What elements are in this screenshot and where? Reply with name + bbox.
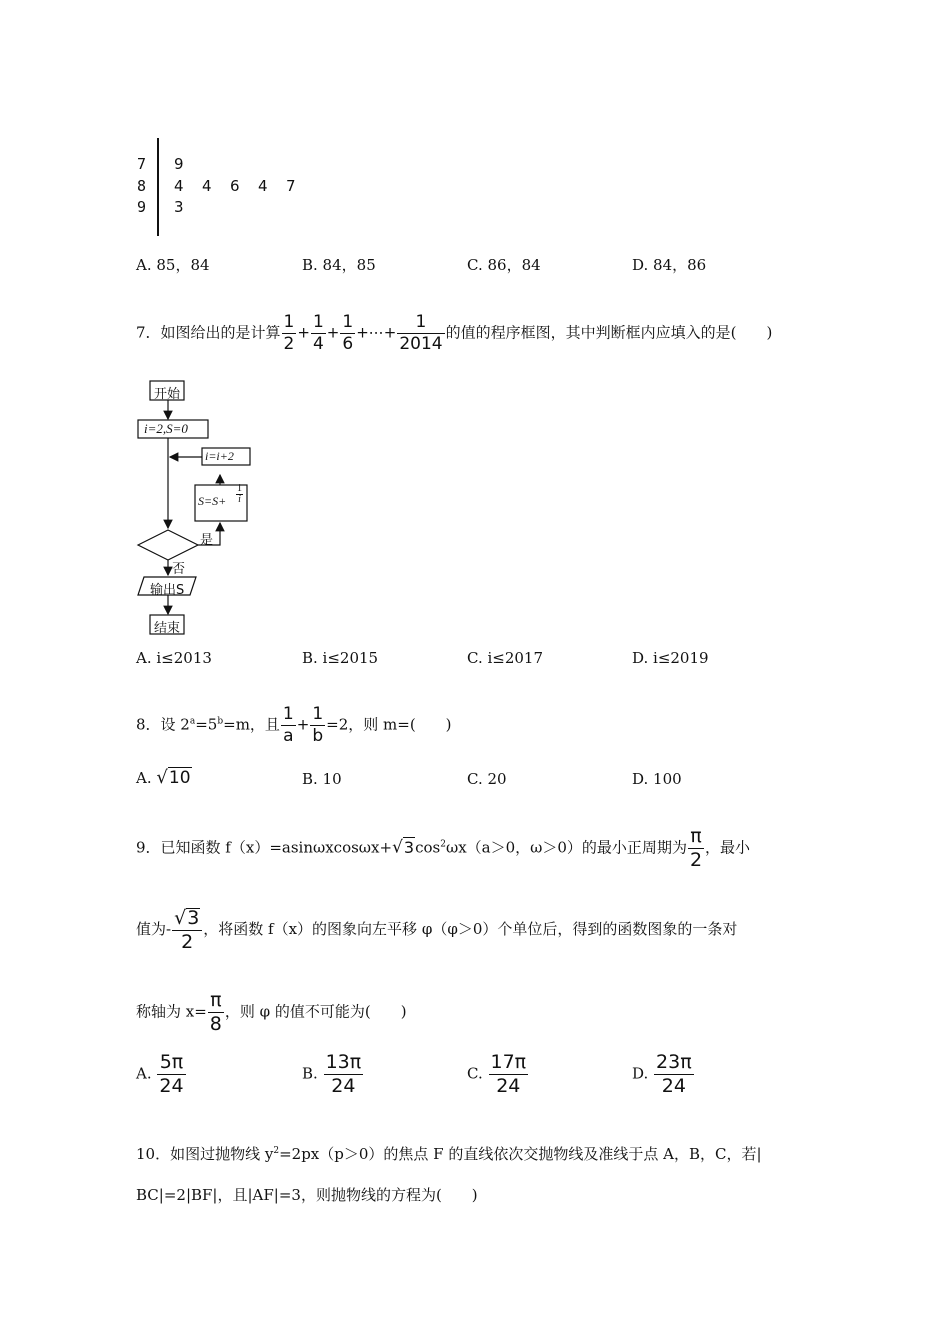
q7-option-d: D. i≤2019: [632, 649, 709, 667]
leaf: 9: [174, 155, 184, 173]
flow-end-label: 结束: [154, 621, 181, 636]
q6-option-c: C. 86，84: [467, 256, 541, 274]
sqrt-symbol: √: [174, 907, 187, 929]
q9-option-d: D. $\frac{23\pi}{24}$: [632, 1051, 692, 1097]
stem: 9: [137, 198, 147, 216]
stem-leaf-row: [137, 155, 146, 173]
stem-leaf-divider: [157, 138, 159, 236]
q6-option-d: D. 84，86: [632, 256, 707, 274]
q10-line-1: 10．如图过抛物线 $y^2=2px(p>0)$的焦点 F 的直线依次交抛物线及准线于点 A，B，C，若|: [136, 1145, 762, 1163]
stem: 8: [137, 177, 147, 195]
q9-line-3: 称轴为 x= $\frac{\pi}{8}$ ，则 φ 的值不可能为( ): [136, 989, 407, 1035]
q7-stem: 7．如图给出的是计算 $\frac{1}{2}$ + $\frac{1}{4}$ + $\frac{1}{6}$ +⋯+ $\frac{1}{2014}$ 的值的程序框图，其中判断框内应填入的是( ): [136, 312, 773, 354]
q8-stem: 8．设 $2^a=5^b=m$，且 $\frac{1}{a}$ + $\frac{1}{b}$ =2，则 m=( ): [136, 704, 452, 746]
flow-init-label: i=2,S=0: [144, 421, 188, 436]
fraction: $\frac{17\pi}{24}$: [490, 1051, 527, 1097]
fraction: $\frac{1}{4}$: [312, 312, 324, 354]
sqrt-symbol: √: [156, 767, 168, 788]
fraction: $\frac{1}{2}$: [283, 312, 295, 354]
fraction: $\frac{1}{a}$: [282, 704, 294, 746]
leaf: 4: [202, 177, 212, 195]
q8-option-b: B. 10: [302, 770, 342, 788]
fraction: $\frac{1}{b}$: [312, 704, 324, 746]
q9-option-a: A. $\frac{5\pi}{24}$: [136, 1051, 184, 1097]
leaf: 4: [174, 177, 184, 195]
fraction: $\frac{5\pi}{24}$: [159, 1051, 184, 1097]
fraction: $\frac{√3}{2}$: [172, 908, 202, 952]
q9-line-2: 值为- $\frac{√3}{2}$ ，将函数 f（x）的图象向左平移 φ（φ＞0）个单位后，得到的函数图象的一条对: [136, 907, 738, 953]
flow-update-s-fraction: 1 i: [237, 483, 242, 505]
q8-option-a: A. √10: [136, 767, 191, 788]
stem-leaf-row: [137, 177, 146, 195]
q8-option-c: C. 20: [467, 770, 507, 788]
flow-output-label: 输出S: [150, 583, 185, 598]
q9-option-c: C. $\frac{17\pi}{24}$: [467, 1051, 527, 1097]
q8-option-d: D. 100: [632, 770, 682, 788]
leaf: 7: [286, 177, 296, 195]
q7-suffix: 的值的程序框图，其中判断框内应填入的是( ): [445, 323, 773, 342]
q7-prefix: 7．如图给出的是计算: [136, 323, 281, 342]
leaf: 6: [230, 177, 240, 195]
fraction: $\frac{1}{2014}$: [399, 312, 443, 354]
fraction: $\frac{1}{6}$: [342, 312, 354, 354]
decision-diamond: [138, 530, 198, 560]
stem-leaf-row: [137, 198, 146, 216]
q9-line-1: 9．已知函数 $f(x)=asin\omega xcos\omega x+√3\cos^2\omega x(a>0$，ω＞0）的最小正周期为 $\frac{\pi}{2}$ ，最小: [136, 825, 751, 871]
q10-line-2: BC|=2|BF|，且|AF|=3，则抛物线的方程为( ): [136, 1186, 478, 1204]
flow-update-i-label: i=i+2: [205, 449, 234, 463]
flow-yes-label: 是: [200, 533, 214, 548]
q6-option-b: B. 84，85: [302, 256, 376, 274]
leaf: 4: [258, 177, 268, 195]
flow-update-s-label: S=S+: [198, 494, 227, 508]
sqrt-symbol: √: [392, 837, 403, 858]
q9-option-b: B. $\frac{13\pi}{24}$: [302, 1051, 362, 1097]
leaf: 3: [174, 198, 184, 216]
flow-no-label: 否: [172, 562, 186, 577]
fraction: $\frac{\pi}{8}$: [209, 989, 222, 1035]
fraction: $\frac{23\pi}{24}$: [656, 1051, 692, 1097]
q7-option-b: B. i≤2015: [302, 649, 379, 667]
stem: 7: [137, 155, 147, 173]
fraction: $\frac{\pi}{2}$: [689, 825, 703, 871]
q7-option-a: A. i≤2013: [136, 649, 212, 667]
flow-start-label: 开始: [154, 387, 181, 402]
q6-option-a: A. 85，84: [136, 256, 210, 274]
fraction: $\frac{13\pi}{24}$: [325, 1051, 362, 1097]
q7-option-c: C. i≤2017: [467, 649, 544, 667]
